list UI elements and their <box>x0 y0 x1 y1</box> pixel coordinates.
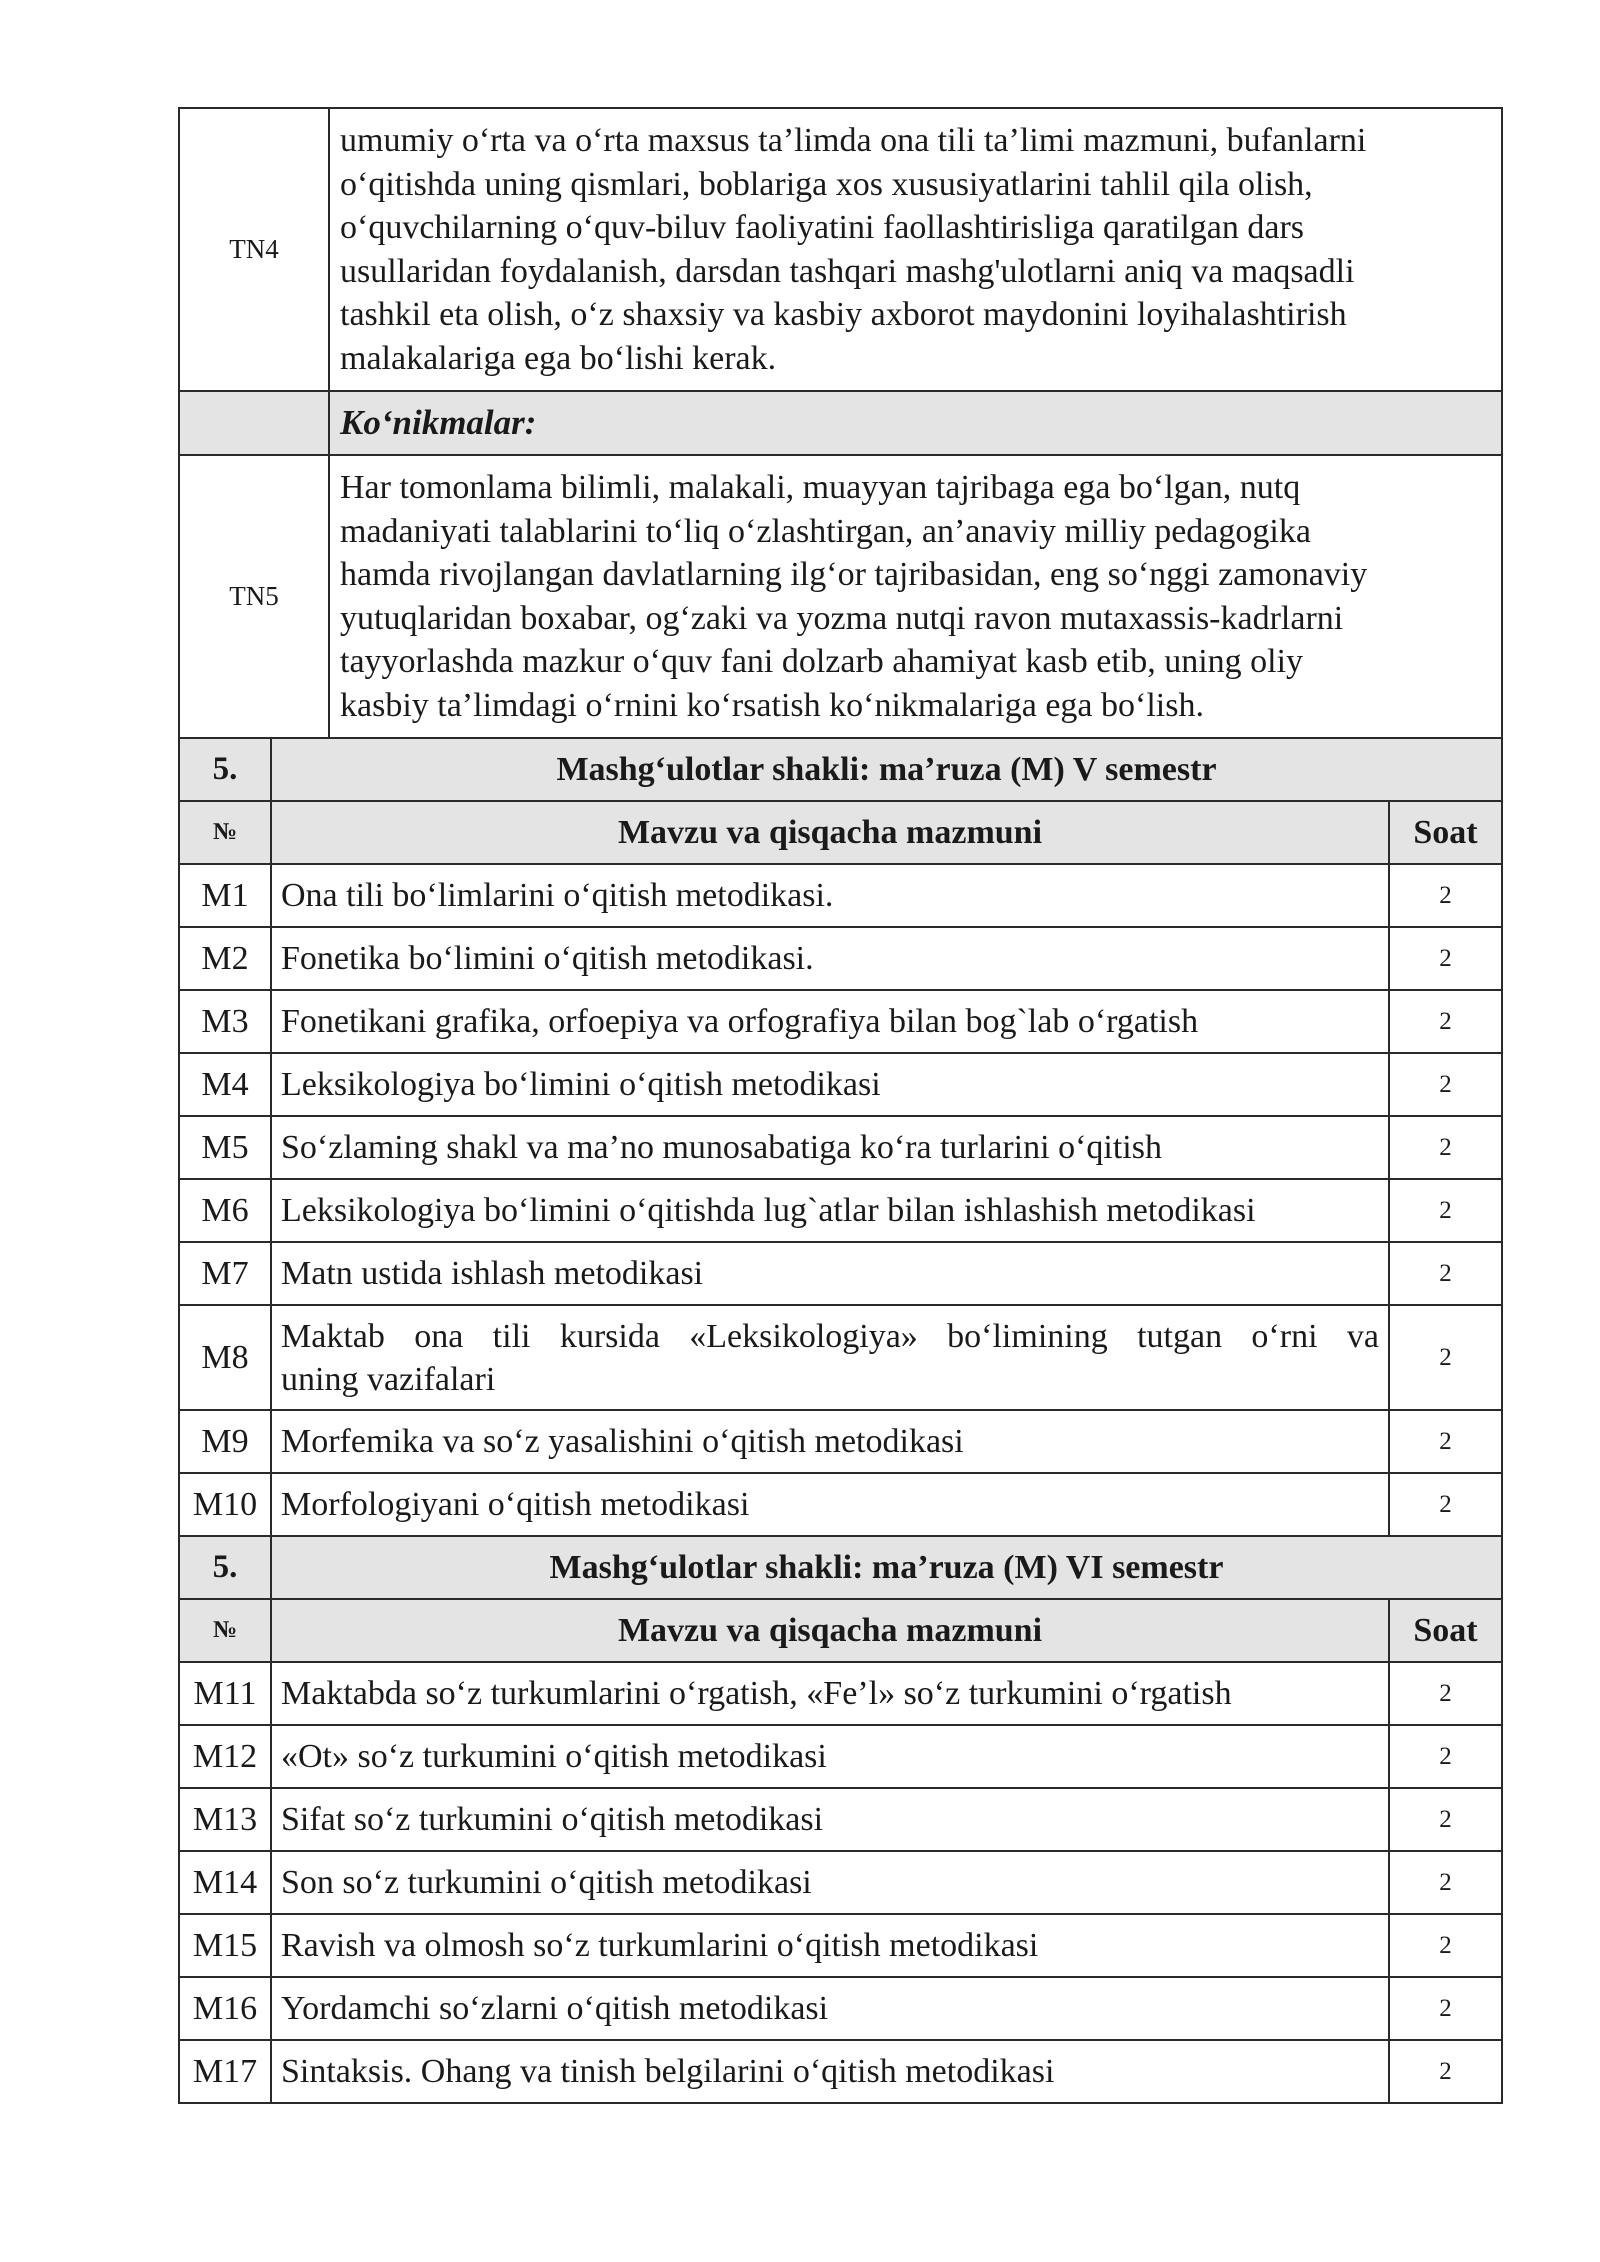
lecture-code: M12 <box>179 1725 271 1788</box>
text-line: umumiy o‘rta va o‘rta maxsus ta’limda ona tili ta’limi mazmuni, bufanlarni <box>340 122 1367 159</box>
table-row <box>179 990 1502 1053</box>
section-number: 5. <box>179 738 271 801</box>
lecture-hours: 2 <box>1389 1179 1502 1242</box>
lecture-title: Matn ustida ishlash metodikasi <box>271 1242 1389 1305</box>
text-line: yutuqlaridan boxabar, og‘zaki va yozma nutqi ravon mutaxassis-kadrlarni <box>340 599 1344 637</box>
lecture-hours: 2 <box>1389 2040 1502 2103</box>
lecture-hours: 2 <box>1389 1851 1502 1914</box>
lecture-title: Yordamchi so‘zlarni o‘qitish metodikasi <box>271 1977 1389 2040</box>
table-row <box>179 1725 1502 1788</box>
lecture-hours: 2 <box>1389 1242 1502 1305</box>
lecture-title: Fonetika bo‘limini o‘qitish metodikasi. <box>271 927 1389 990</box>
text-line: tashkil eta olish, o‘z shaxsiy va kasbiy axborot maydonini loyihalashtirish <box>340 296 1347 333</box>
lecture-code: M10 <box>179 1473 271 1536</box>
competency-row-tn4 <box>179 108 1502 391</box>
table-header-row <box>179 801 1502 864</box>
skill-row-tn5 <box>179 455 1502 738</box>
text-line: o‘qitishda uning qismlari, boblariga xos xususiyatlarini tahlil qila olish, <box>340 165 1313 203</box>
lecture-table-semester-v <box>178 737 1503 2104</box>
lecture-hours: 2 <box>1389 927 1502 990</box>
table-row <box>179 1473 1502 1536</box>
section-heading-row <box>179 738 1502 801</box>
lecture-code: M4 <box>179 1053 271 1116</box>
lecture-code: M1 <box>179 864 271 927</box>
lecture-hours: 2 <box>1389 990 1502 1053</box>
lecture-title: Sintaksis. Ohang va tinish belgilarini o‘qitish metodikasi <box>271 2040 1389 2103</box>
lecture-code: M11 <box>179 1662 271 1725</box>
table-row <box>179 1662 1502 1725</box>
header-topic: Mavzu va qisqacha mazmuni <box>271 801 1389 864</box>
lecture-title: Fonetikani grafika, orfoepiya va orfografiya bilan bog`lab o‘rgatish <box>271 990 1389 1053</box>
lecture-hours: 2 <box>1389 1116 1502 1179</box>
lecture-hours: 2 <box>1389 1788 1502 1851</box>
section-heading-row <box>179 1536 1502 1599</box>
table-row <box>179 927 1502 990</box>
lecture-hours: 2 <box>1389 1914 1502 1977</box>
lecture-title: Leksikologiya bo‘limini o‘qitishda lug`atlar bilan ishlashish metodikasi <box>271 1179 1389 1242</box>
text-line: usullaridan foydalanish, darsdan tashqari mashg'ulotlarni aniq va maqsadli <box>340 252 1355 290</box>
text-line: Maktab ona tili kursida «Leksikologiya» bo‘limining tutgan o‘rni va <box>281 1317 1379 1355</box>
text-line: o‘quvchilarning o‘quv-biluv faoliyatini faollashtirisliga qaratilgan dars <box>340 209 1305 246</box>
header-number: № <box>179 801 271 864</box>
lecture-code: M7 <box>179 1242 271 1305</box>
text-line: madaniyati talablarini to‘liq o‘zlashtirgan, an’anaviy milliy pedagogika <box>340 512 1311 550</box>
empty-cell <box>179 391 329 455</box>
lecture-title <box>271 1305 1389 1410</box>
section-title: Mashg‘ulotlar shakli: ma’ruza (M) VI semestr <box>271 1536 1502 1599</box>
text-line: Har tomonlama bilimli, malakali, muayyan tajribaga ega bo‘lgan, nutq <box>340 469 1301 506</box>
lecture-code: M5 <box>179 1116 271 1179</box>
lecture-hours: 2 <box>1389 1410 1502 1473</box>
text-line: uning vazifalari <box>281 1360 496 1398</box>
competency-code: TN4 <box>179 108 329 391</box>
skills-heading: Ko‘nikmalar: <box>329 391 1502 455</box>
table-header-row <box>179 1599 1502 1662</box>
lecture-hours: 2 <box>1389 1305 1502 1410</box>
table-row <box>179 1914 1502 1977</box>
lecture-code: M9 <box>179 1410 271 1473</box>
table-row <box>179 1116 1502 1179</box>
lecture-title: Sifat so‘z turkumini o‘qitish metodikasi <box>271 1788 1389 1851</box>
table-row <box>179 1242 1502 1305</box>
lecture-code: M16 <box>179 1977 271 2040</box>
header-number: № <box>179 1599 271 1662</box>
skill-code: TN5 <box>179 455 329 738</box>
lecture-title: Leksikologiya bo‘limini o‘qitish metodikasi <box>271 1053 1389 1116</box>
table-row <box>179 864 1502 927</box>
lecture-title: Morfologiyani o‘qitish metodikasi <box>271 1473 1389 1536</box>
lecture-title: So‘zlaming shakl va ma’no munosabatiga ko‘ra turlarini o‘qitish <box>271 1116 1389 1179</box>
lecture-code: M13 <box>179 1788 271 1851</box>
text-line: tayyorlashda mazkur o‘quv fani dolzarb ahamiyat kasb etib, uning oliy <box>340 643 1304 680</box>
table-row <box>179 1179 1502 1242</box>
lecture-code: M15 <box>179 1914 271 1977</box>
header-topic: Mavzu va qisqacha mazmuni <box>271 1599 1389 1662</box>
table-row <box>179 2040 1502 2103</box>
lecture-hours: 2 <box>1389 1977 1502 2040</box>
skills-heading-row <box>179 391 1502 455</box>
lecture-code: M14 <box>179 1851 271 1914</box>
competency-description <box>329 108 1502 391</box>
table-row <box>179 1788 1502 1851</box>
lecture-code: M3 <box>179 990 271 1053</box>
text-line: hamda rivojlangan davlatlarning ilg‘or tajribasidan, eng so‘nggi zamonaviy <box>340 556 1368 593</box>
text-line: kasbiy ta’limdagi o‘rnini ko‘rsatish ko‘nikmalariga ega bo‘lish. <box>340 686 1204 724</box>
lecture-title: «Ot» so‘z turkumini o‘qitish metodikasi <box>271 1725 1389 1788</box>
header-hours: Soat <box>1389 1599 1502 1662</box>
section-title: Mashg‘ulotlar shakli: ma’ruza (M) V semestr <box>271 738 1502 801</box>
table-row <box>179 1977 1502 2040</box>
lecture-title: Maktabda so‘z turkumlarini o‘rgatish, «Fe’l» so‘z turkumini o‘rgatish <box>271 1662 1389 1725</box>
lecture-hours: 2 <box>1389 1473 1502 1536</box>
lecture-title: Son so‘z turkumini o‘qitish metodikasi <box>271 1851 1389 1914</box>
lecture-code: M2 <box>179 927 271 990</box>
section-number: 5. <box>179 1536 271 1599</box>
document-page <box>178 107 1503 2104</box>
lecture-hours: 2 <box>1389 1725 1502 1788</box>
header-hours: Soat <box>1389 801 1502 864</box>
skill-description <box>329 455 1502 738</box>
lecture-code: M6 <box>179 1179 271 1242</box>
table-row <box>179 1851 1502 1914</box>
lecture-code: M8 <box>179 1305 271 1410</box>
table-row <box>179 1305 1502 1410</box>
lecture-hours: 2 <box>1389 864 1502 927</box>
lecture-hours: 2 <box>1389 1053 1502 1116</box>
lecture-title: Ona tili bo‘limlarini o‘qitish metodikasi. <box>271 864 1389 927</box>
text-line: malakalariga ega bo‘lishi kerak. <box>340 339 777 377</box>
lecture-hours: 2 <box>1389 1662 1502 1725</box>
table-row <box>179 1053 1502 1116</box>
table-row <box>179 1410 1502 1473</box>
lecture-title: Morfemika va so‘z yasalishini o‘qitish metodikasi <box>271 1410 1389 1473</box>
competency-table <box>178 107 1503 739</box>
lecture-title: Ravish va olmosh so‘z turkumlarini o‘qitish metodikasi <box>271 1914 1389 1977</box>
lecture-code: M17 <box>179 2040 271 2103</box>
